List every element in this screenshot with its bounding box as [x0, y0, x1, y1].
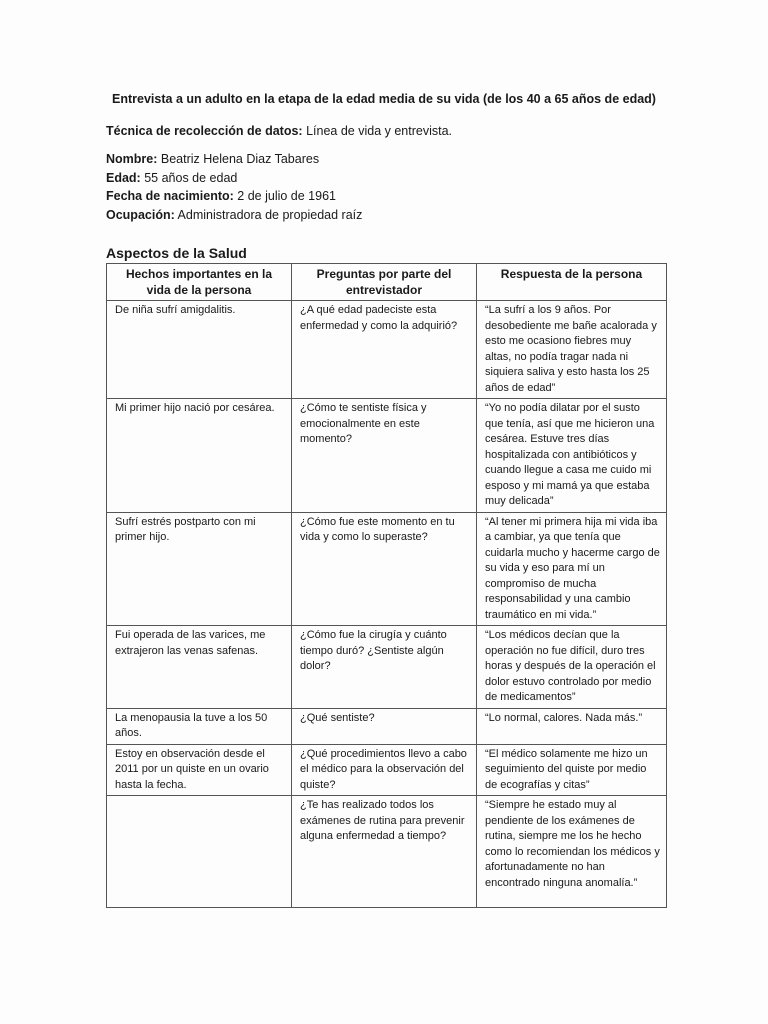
fact-cell: Sufrí estrés postparto con mi primer hijo.: [107, 512, 292, 626]
section-heading: Aspectos de la Salud: [106, 245, 247, 261]
question-cell: ¿Qué sentiste?: [292, 708, 477, 744]
table-row: [107, 512, 667, 626]
answer-cell: “El médico solamente me hizo un seguimiento del quiste por medio de ecografías y citas”: [477, 744, 667, 796]
table-row: [107, 744, 667, 796]
table-row: [107, 626, 667, 709]
technique-line: [106, 123, 452, 139]
name-line: [106, 151, 319, 167]
technique-value: Línea de vida y entrevista.: [302, 124, 453, 138]
question-cell: ¿Cómo fue la cirugía y cuánto tiempo duró? ¿Sentiste algún dolor?: [292, 626, 477, 709]
table-row: [107, 796, 667, 908]
question-cell: ¿A qué edad padeciste esta enfermedad y como la adquirió?: [292, 301, 477, 399]
fact-cell: Fui operada de las varices, me extrajeron las venas safenas.: [107, 626, 292, 709]
fact-cell: La menopausia la tuve a los 50 años.: [107, 708, 292, 744]
fact-cell: Mi primer hijo nació por cesárea.: [107, 399, 292, 513]
table-row: [107, 301, 667, 399]
answer-cell: “Siempre he estado muy al pendiente de los exámenes de rutina, siempre me los he hecho como lo recomiendan los médicos y afortunadamente no han encontrado ninguna anomalía.”: [477, 796, 667, 908]
birth-label: Fecha de nacimiento:: [106, 189, 234, 203]
answer-cell: “La sufrí a los 9 años. Por desobediente me bañe acalorada y esto me ocasiono fiebres muy altas, no podía tragar nada ni siquiera saliva y esto hasta los 25 años de edad”: [477, 301, 667, 399]
name-label: Nombre:: [106, 152, 158, 166]
table-header-row: [107, 264, 667, 301]
name-value: Beatriz Helena Diaz Tabares: [157, 152, 320, 166]
age-value: 55 años de edad: [140, 171, 238, 185]
question-cell: ¿Qué procedimientos llevo a cabo el médico para la observación del quiste?: [292, 744, 477, 796]
occupation-value: Administradora de propiedad raíz: [174, 208, 363, 222]
question-cell: ¿Te has realizado todos los exámenes de rutina para prevenir alguna enfermedad a tiempo?: [292, 796, 477, 908]
birth-value: 2 de julio de 1961: [233, 189, 336, 203]
fact-cell: Estoy en observación desde el 2011 por un quiste en un ovario hasta la fecha.: [107, 744, 292, 796]
header-answers: Respuesta de la persona: [477, 264, 667, 301]
question-cell: ¿Cómo fue este momento en tu vida y como lo superaste?: [292, 512, 477, 626]
question-cell: ¿Cómo te sentiste física y emocionalmente en este momento?: [292, 399, 477, 513]
technique-label: Técnica de recolección de datos:: [106, 124, 303, 138]
answer-cell: “Lo normal, calores. Nada más.”: [477, 708, 667, 744]
document-title: Entrevista a un adulto en la etapa de la edad media de su vida (de los 40 a 65 años de edad): [112, 92, 656, 106]
occupation-line: [106, 207, 362, 223]
birth-line: [106, 188, 336, 204]
table-row: [107, 708, 667, 744]
fact-cell: De niña sufrí amigdalitis.: [107, 301, 292, 399]
answer-cell: “Al tener mi primera hija mi vida iba a cambiar, ya que tenía que cuidarla mucho y hacerme cargo de su vida y eso para mí un compromiso de mucha responsabilidad y una cambio traumático en mi vida.”: [477, 512, 667, 626]
health-table: [106, 263, 667, 908]
table-row: [107, 399, 667, 513]
occupation-label: Ocupación:: [106, 208, 175, 222]
header-facts: Hechos importantes en la vida de la persona: [107, 264, 292, 301]
header-questions: Preguntas por parte del entrevistador: [292, 264, 477, 301]
answer-cell: “Los médicos decían que la operación no fue difícil, duro tres horas y después de la operación el dolor estuvo controlado por medio de medicamentos”: [477, 626, 667, 709]
fact-cell: [107, 796, 292, 908]
age-label: Edad:: [106, 171, 141, 185]
answer-cell: “Yo no podía dilatar por el susto que tenía, así que me hicieron una cesárea. Estuve tres días hospitalizada con antibióticos y cuando llegue a casa me cuido mi esposo y mi mamá ya que estaba muy delicada”: [477, 399, 667, 513]
age-line: [106, 170, 237, 186]
